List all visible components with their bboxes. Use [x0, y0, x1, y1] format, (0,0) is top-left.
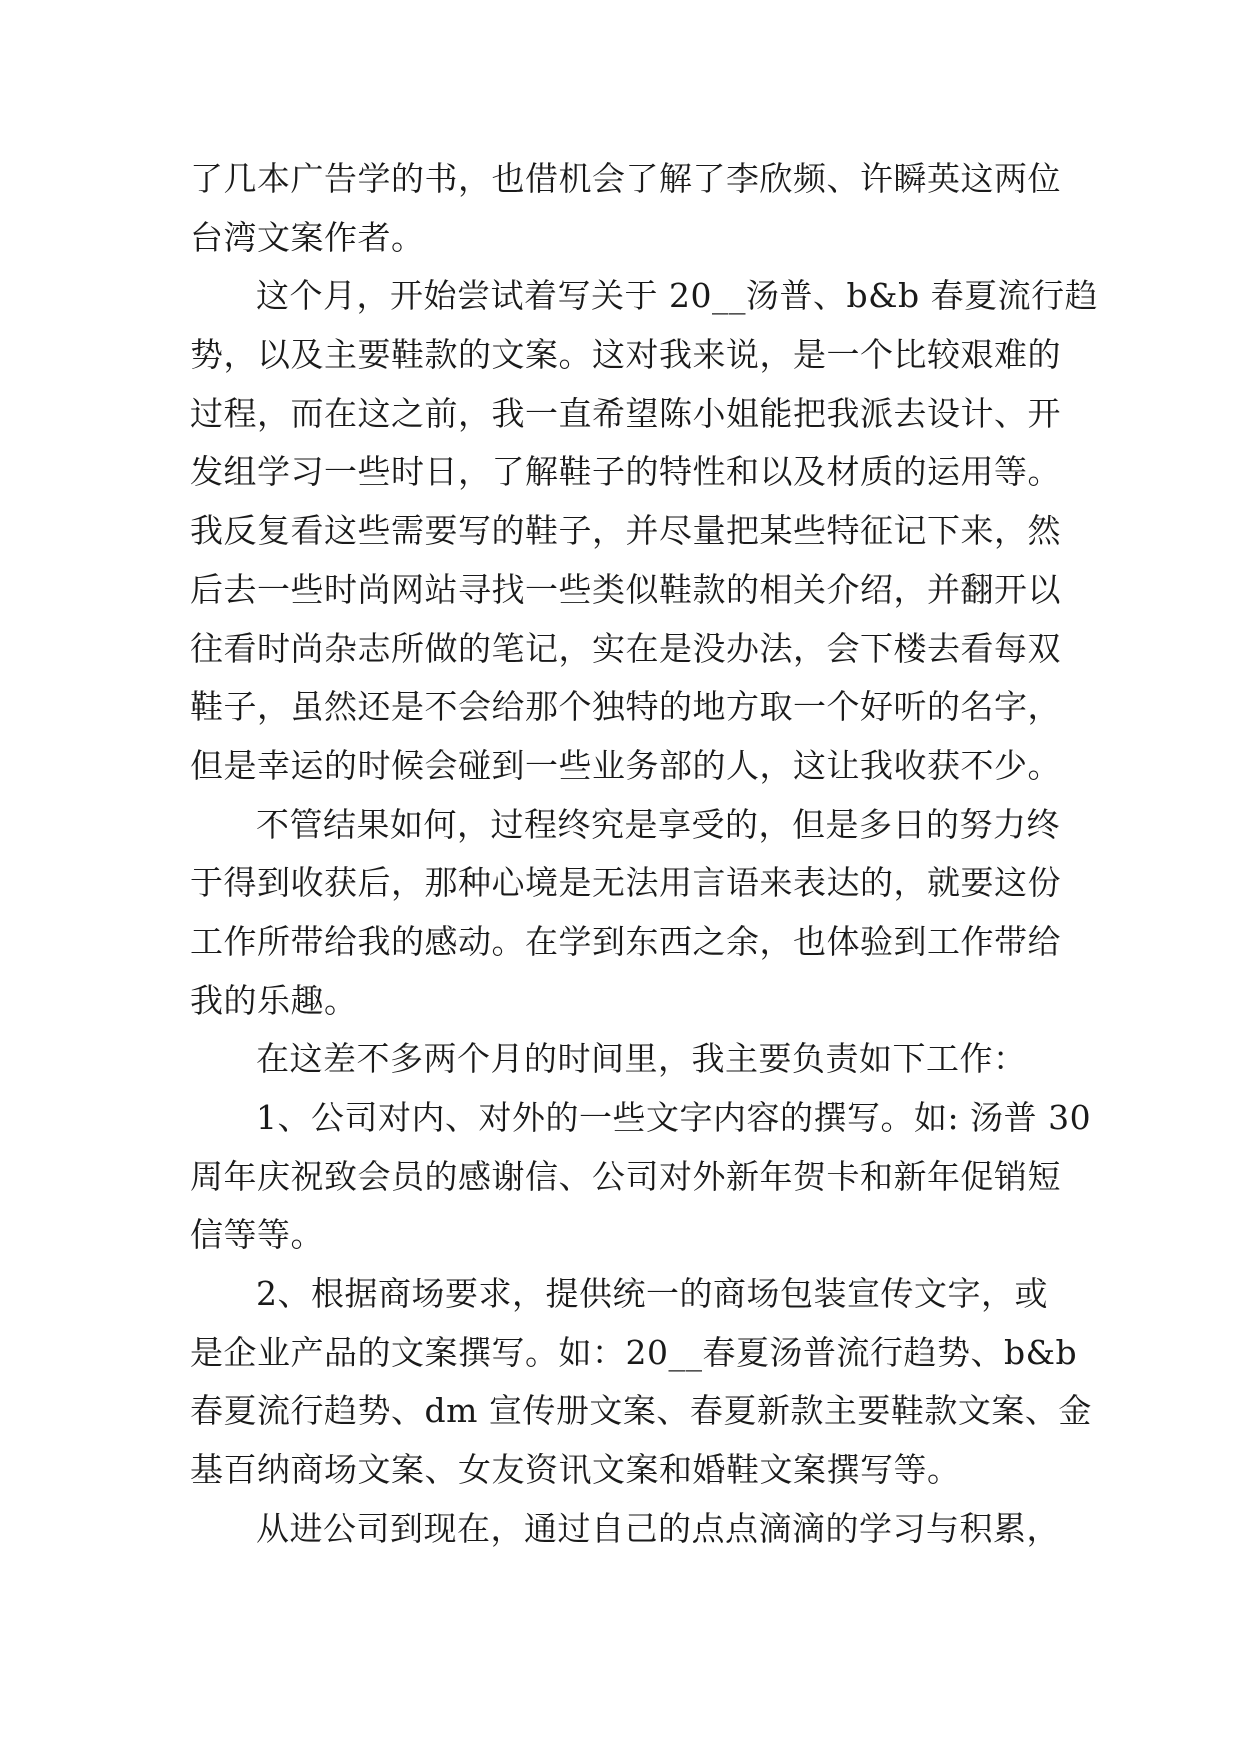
text-line-20: 2、根据商场要求，提供统一的商场包装宣传文字，或	[256, 1274, 1048, 1314]
text-line-4: 势，以及主要鞋款的文案。这对我来说，是一个比较艰难的	[190, 335, 1061, 375]
text-line-11: 但是幸运的时候会碰到一些业务部的人，这让我收获不少。	[190, 745, 1061, 785]
text-line-23: 基百纳商场文案、女友资讯文案和婚鞋文案撰写等。	[190, 1450, 961, 1490]
text-line-22: 春夏流行趋势、dm 宣传册文案、春夏新款主要鞋款文案、金	[190, 1391, 1092, 1431]
text-line-3: 这个月，开始尝试着写关于 20__汤普、b&b 春夏流行趋	[256, 276, 1099, 316]
text-line-2: 台湾文案作者。	[190, 217, 425, 257]
text-line-6: 发组学习一些时日，了解鞋子的特性和以及材质的运用等。	[190, 452, 1061, 492]
document-page	[190, 150, 1099, 1559]
text-line-16: 在这差不多两个月的时间里，我主要负责如下工作：	[256, 1039, 1027, 1079]
text-line-5: 过程，而在这之前，我一直希望陈小姐能把我派去设计、开	[190, 393, 1061, 433]
text-line-13: 于得到收获后，那种心境是无法用言语来表达的，就要这份	[190, 863, 1061, 903]
text-line-19: 信等等。	[190, 1215, 324, 1255]
text-line-7: 我反复看这些需要写的鞋子，并尽量把某些特征记下来，然	[190, 511, 1061, 551]
text-line-12: 不管结果如何，过程终究是享受的，但是多日的努力终	[256, 804, 1060, 844]
text-line-15: 我的乐趣。	[190, 980, 358, 1020]
text-line-17: 1、公司对内、对外的一些文字内容的撰写。如: 汤普 30	[256, 1098, 1092, 1137]
text-line-10: 鞋子，虽然还是不会给那个独特的地方取一个好听的名字，	[190, 687, 1061, 727]
text-line-1: 了几本广告学的书，也借机会了解了李欣频、许瞬英这两位	[190, 159, 1061, 198]
text-line-18: 周年庆祝致会员的感谢信、公司对外新年贺卡和新年促销短	[190, 1156, 1061, 1196]
text-line-9: 往看时尚杂志所做的笔记，实在是没办法，会下楼去看每双	[190, 628, 1061, 668]
text-line-8: 后去一些时尚网站寻找一些类似鞋款的相关介绍，并翻开以	[190, 569, 1061, 609]
text-line-21: 是企业产品的文案撰写。如：20__春夏汤普流行趋势、b&b	[190, 1332, 1078, 1372]
text-line-24: 从进公司到现在，通过自己的点点滴滴的学习与积累，	[256, 1508, 1060, 1548]
text-line-14: 工作所带给我的感动。在学到东西之余，也体验到工作带给	[190, 921, 1061, 961]
